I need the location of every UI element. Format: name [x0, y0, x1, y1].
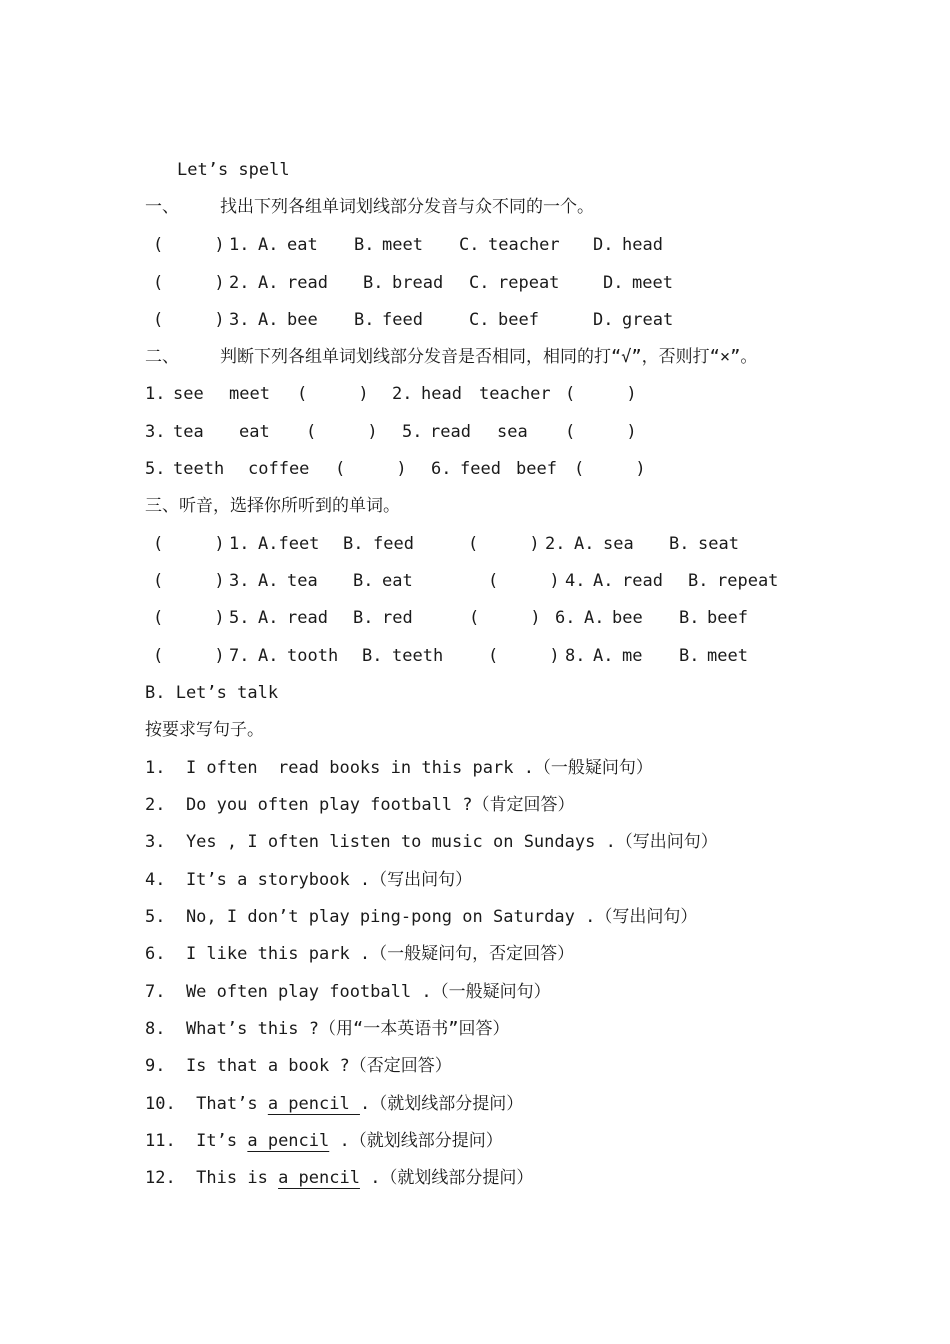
- sentence-suffix: .（就划线部分提问）: [359, 1168, 534, 1188]
- option-letter: A.: [258, 273, 279, 293]
- option-letter: D.: [603, 273, 624, 293]
- sentence-item: 2. Do you often play football ?（肯定回答）: [145, 795, 575, 815]
- word: feed: [460, 459, 501, 479]
- option-letter: B.: [354, 235, 375, 255]
- answer-blank: ( ): [153, 310, 225, 330]
- answer-blank: ( ): [153, 646, 225, 666]
- q-number: 8.: [565, 646, 586, 666]
- option-word: read: [622, 571, 663, 591]
- section-2-heading: 二、 判断下列各组单词划线部分发音是否相同，相同的打“√”，否则打“×”。: [145, 347, 758, 367]
- answer-blank: ( ): [153, 571, 225, 591]
- s2-row-1: [0, 382, 637, 406]
- option-letter: D.: [593, 310, 614, 330]
- sentence-item: 9. Is that a book ?（否定回答）: [145, 1056, 452, 1076]
- option-letter: B.: [343, 534, 364, 554]
- word: read: [430, 422, 471, 442]
- option-word: meet: [382, 235, 423, 255]
- sentence-item-underlined: [145, 1166, 533, 1190]
- option-letter: A.: [593, 646, 614, 666]
- option-word: meet: [632, 273, 673, 293]
- q-number: 1.: [229, 534, 250, 554]
- q-number: 3.: [229, 310, 250, 330]
- underlined-phrase: a pencil: [267, 1094, 360, 1114]
- option-letter: B.: [353, 608, 374, 628]
- s3-row-1: [0, 532, 739, 556]
- q-number: 2.: [545, 534, 566, 554]
- option-word: feed: [382, 310, 423, 330]
- sentence-prefix: 10. That’s: [145, 1094, 268, 1114]
- q-number: 6.: [431, 459, 452, 479]
- option-letter: D.: [593, 235, 614, 255]
- option-letter: C.: [469, 273, 490, 293]
- section-1-heading: 一、 找出下列各组单词划线部分发音与众不同的一个。: [145, 197, 594, 217]
- sentence-item-underlined: [145, 1129, 503, 1153]
- q-number: 1.: [145, 384, 166, 404]
- s2-row-2: [0, 420, 637, 444]
- option-word: beef: [707, 608, 748, 628]
- answer-blank: ( ): [565, 422, 637, 442]
- answer-blank: ( ): [469, 608, 541, 628]
- sentence-item: 3. Yes , I often listen to music on Sundays .（写出问句）: [145, 832, 718, 852]
- answer-blank: ( ): [565, 384, 637, 404]
- answer-blank: ( ): [574, 459, 646, 479]
- underlined-phrase: a pencil: [247, 1131, 330, 1151]
- option-letter: A.: [593, 571, 614, 591]
- q-number: 5.: [145, 459, 166, 479]
- q-number: 5.: [229, 608, 250, 628]
- section-3-heading: 三、听音，选择你所听到的单词。: [145, 496, 400, 516]
- option-word: eat: [382, 571, 413, 591]
- part-b-title: B. Let’s talk: [145, 683, 279, 703]
- sentence-item-underlined: [145, 1092, 523, 1116]
- option-word: tooth: [287, 646, 339, 666]
- option-letter: B.: [362, 646, 383, 666]
- option-word: bread: [392, 273, 444, 293]
- answer-blank: ( ): [153, 235, 225, 255]
- option-letter: A.: [584, 608, 605, 628]
- s3-row-2: [0, 569, 779, 593]
- sentence-suffix: .（就划线部分提问）: [329, 1131, 503, 1151]
- word: see: [173, 384, 204, 404]
- word: head: [421, 384, 462, 404]
- sentence-suffix: .（就划线部分提问）: [359, 1094, 524, 1114]
- option-word: A.feet: [258, 534, 320, 554]
- s1-row-1: [0, 233, 663, 257]
- s2-row-3: [0, 457, 646, 481]
- word: meet: [229, 384, 270, 404]
- q-number: 2.: [229, 273, 250, 293]
- q-number: 7.: [229, 646, 250, 666]
- answer-blank: ( ): [335, 459, 407, 479]
- s1-row-2: [0, 271, 673, 295]
- option-letter: A.: [574, 534, 595, 554]
- answer-blank: ( ): [297, 384, 369, 404]
- option-letter: A.: [258, 571, 279, 591]
- option-word: read: [287, 608, 328, 628]
- option-word: beef: [498, 310, 539, 330]
- q-number: 5.: [402, 422, 423, 442]
- answer-blank: ( ): [488, 646, 560, 666]
- q-number: 2.: [392, 384, 413, 404]
- underlined-phrase: a pencil: [278, 1168, 360, 1188]
- sentence-item: 1. I often read books in this park .（一般疑问句）: [145, 758, 653, 778]
- sentence-item: 7. We often play football .（一般疑问句）: [145, 982, 551, 1002]
- option-word: teeth: [392, 646, 444, 666]
- option-word: great: [622, 310, 674, 330]
- option-letter: B.: [679, 646, 700, 666]
- sentence-prefix: 12. This is: [145, 1168, 279, 1188]
- option-letter: B.: [353, 571, 374, 591]
- option-word: read: [287, 273, 328, 293]
- option-letter: B.: [679, 608, 700, 628]
- option-word: feed: [373, 534, 414, 554]
- s3-row-3: [0, 606, 748, 630]
- sentence-prefix: 11. It’s: [145, 1131, 248, 1151]
- option-letter: C.: [469, 310, 490, 330]
- option-word: teacher: [488, 235, 560, 255]
- option-word: me: [622, 646, 643, 666]
- part-a-title: Let’s spell: [177, 160, 290, 180]
- option-word: eat: [287, 235, 318, 255]
- option-letter: B.: [363, 273, 384, 293]
- word: coffee: [248, 459, 310, 479]
- sentence-item: 6. I like this park .（一般疑问句，否定回答）: [145, 944, 575, 964]
- option-letter: B.: [354, 310, 375, 330]
- s3-row-4: [0, 644, 748, 668]
- answer-blank: ( ): [153, 273, 225, 293]
- word: tea: [173, 422, 204, 442]
- option-letter: B.: [669, 534, 690, 554]
- sentence-item: 8. What’s this ?（用“一本英语书”回答）: [145, 1019, 510, 1039]
- answer-blank: ( ): [153, 534, 225, 554]
- option-word: bee: [287, 310, 318, 330]
- s1-row-3: [0, 308, 674, 332]
- option-word: meet: [707, 646, 748, 666]
- option-word: head: [622, 235, 663, 255]
- option-word: bee: [612, 608, 643, 628]
- word: teeth: [173, 459, 225, 479]
- option-word: red: [382, 608, 413, 628]
- option-word: repeat: [498, 273, 560, 293]
- q-number: 3.: [229, 571, 250, 591]
- option-word: repeat: [717, 571, 779, 591]
- sentence-item: 5. No, I don’t play ping-pong on Saturday .（写出问句）: [145, 907, 698, 927]
- option-letter: A.: [258, 310, 279, 330]
- q-number: 3.: [145, 422, 166, 442]
- answer-blank: ( ): [488, 571, 560, 591]
- word: eat: [239, 422, 270, 442]
- option-letter: A.: [258, 646, 279, 666]
- answer-blank: ( ): [153, 608, 225, 628]
- word: beef: [516, 459, 557, 479]
- q-number: 4.: [565, 571, 586, 591]
- part-b-instruction: 按要求写句子。: [145, 720, 264, 740]
- word: teacher: [479, 384, 551, 404]
- answer-blank: ( ): [468, 534, 540, 554]
- option-word: sea: [603, 534, 634, 554]
- option-letter: B.: [688, 571, 709, 591]
- answer-blank: ( ): [306, 422, 378, 442]
- q-number: 1.: [229, 235, 250, 255]
- option-letter: A.: [258, 608, 279, 628]
- sentence-item: 4. It’s a storybook .（写出问句）: [145, 870, 473, 890]
- option-letter: C.: [459, 235, 480, 255]
- option-letter: A.: [258, 235, 279, 255]
- option-word: seat: [698, 534, 739, 554]
- word: sea: [497, 422, 528, 442]
- option-word: tea: [287, 571, 318, 591]
- q-number: 6.: [555, 608, 576, 628]
